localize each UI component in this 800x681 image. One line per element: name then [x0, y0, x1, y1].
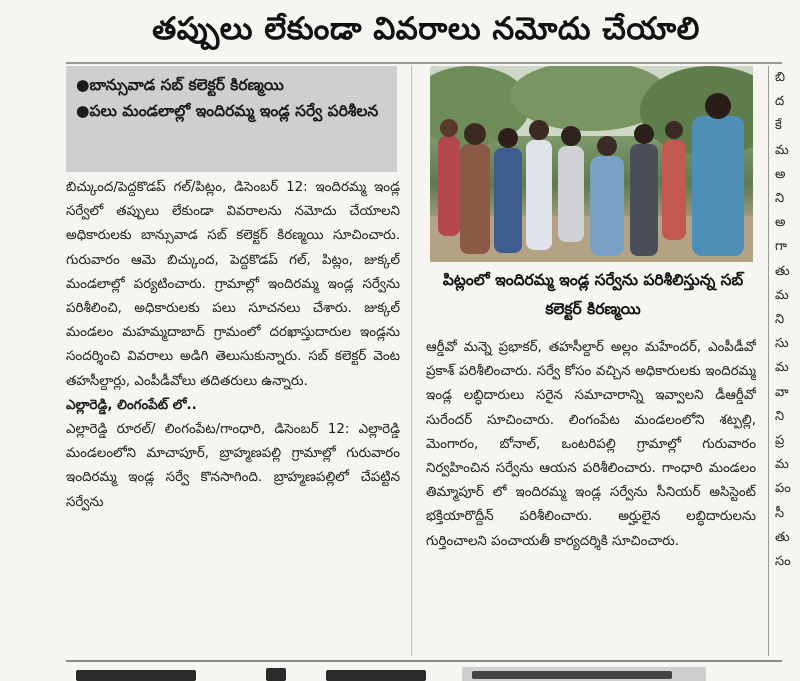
strip-fragment: ని [775, 312, 785, 328]
strip-fragment: ని [775, 408, 785, 424]
next-article-header-cropped [66, 664, 782, 681]
column2-paragraph-1: ఆర్డీవో మన్నె ప్రభాకర్, తహసీల్దార్ అల్లం మహేందర్, ఎంపీడీవో ప్రకాశ్ పరిశీలించారు. సర్వే కోసం వచ్చిన అధికారులకు ఇందిరమ్మ ఇండ్ల లబ్ధిదారులు సరైన సమాచారాన్ని ఇవ్వాలని డీఆర్డీవో సురేందర్ సూచించారు. లింగంపేట మండలంలోని శట్పల్లి, మెంగారం, బోనాల్, ఒంటరిపల్లి గ్రామాల్లో గురువారం నిర్వహించిన సర్వేను ఆయన పరిశీలించారు. గాంధారి మండలం తిమ్మాపూర్ లో ఇందిరమ్మ ఇండ్ల సర్వేను సీనియర్ అసిస్టెంట్ భక్తియారొద్దీన్ పరిశీలించారు. అర్హులైన లబ్ధిదారులను గుర్తించాలని పంచాయతీ కార్యదర్శికి సూచించారు. [426, 340, 756, 549]
strip-fragment: వా [775, 384, 789, 400]
strip-fragment: ని [775, 191, 785, 207]
strip-fragment: మ [775, 287, 789, 303]
article-column-2 [426, 336, 756, 652]
column1-subheading: ఎల్లారెడ్డి, లింగంపేట్ లో.. [66, 397, 197, 413]
photo-caption: పిట్లంలో ఇందిరమ్మ ఇండ్ల సర్వేను పరిశీలిస్తున్న సబ్ కలెక్టర్ కిరణ్మయి [442, 271, 744, 318]
strip-fragment: ప్ర [775, 433, 785, 449]
strip-fragment: మ [775, 360, 789, 376]
highlight-item-2: ●పలు మండలాల్లో ఇందిరమ్మ ఇండ్ల సర్వే పరిశీలన [76, 102, 379, 120]
column1-paragraph-2: ఎల్లారెడ్డి రూరల్/ లింగంపేట/గాంధారి, డిసెంబర్ 12: ఎల్లారెడ్డి మండలంలోని మాచాపూర్, బ్రాహ్మణపల్లి గ్రామాల్లో గురువారం ఇందిరమ్మ ఇండ్ల సర్వే కొనసాగింది. బ్రాహ్మణపల్లిలో చేపట్టిన సర్వేను [66, 422, 400, 510]
strip-fragment: మ [775, 457, 789, 473]
strip-fragment: సం [775, 554, 791, 570]
article-column-1 [66, 176, 400, 646]
column1-paragraph-1: బిచ్కుంద/పెద్దకొడప్ గల్/పిట్లం, డిసెంబర్ 12: ఇందిరమ్మ ఇండ్ల సర్వేలో తప్పులు లేకుండా వివరాలను నమోదు చేయాలని అధికారులకు బాన్సువాడ సబ్ కలెక్టర్ కిరణ్మయి సూచించారు. గురువారం ఆమె బిచ్కుంద, పెద్దకొడప్ గల్, పిట్లం, జుక్కల్ మండలాల్లో పర్యటించారు. గ్రామాల్లో ఇందిరమ్మ ఇండ్ల సర్వేను పరిశీలించి, అధికారులకు పలు సూచనలు చేశారు. జుక్కల్ మండలం మహమ్మదాబాద్ గ్రామంలో దరఖాస్తుదారుల ఇండ్లను సందర్శించి వివరాలు అడిగి తెలుసుకున్నారు. సబ్ కలెక్టర్ వెంట తహసీల్దార్లు, ఎంపీడీవోలు తదితరులు ఉన్నారు. [66, 180, 400, 389]
column-divider [411, 66, 412, 656]
strip-fragment: తు [775, 263, 790, 279]
strip-fragment: కే [775, 118, 782, 134]
strip-fragment: తు [775, 529, 790, 545]
strip-fragment: సీ [775, 505, 785, 521]
strip-fragment: పం [775, 481, 791, 497]
highlights-box [66, 66, 397, 172]
news-photo [430, 66, 753, 262]
photo-illustration [430, 66, 753, 262]
strip-fragment: బి [775, 70, 786, 85]
strip-fragment: సు [775, 336, 789, 352]
strip-fragment: గా [775, 239, 787, 255]
headline-rule [66, 62, 782, 64]
article-headline: తప్పులు లేకుండా వివరాలు నమోదు చేయాలి [152, 10, 700, 47]
strip-fragment: అ [775, 215, 786, 231]
strip-fragment: మ [775, 142, 789, 158]
strip-fragment: ద [775, 94, 785, 110]
adjacent-article-strip [768, 66, 800, 656]
highlight-item-1: ●బాన్సువాడ సబ్ కలెక్టర్ కిరణ్మయి [76, 76, 284, 94]
bottom-rule [66, 660, 782, 662]
strip-fragment: అ [775, 166, 786, 182]
